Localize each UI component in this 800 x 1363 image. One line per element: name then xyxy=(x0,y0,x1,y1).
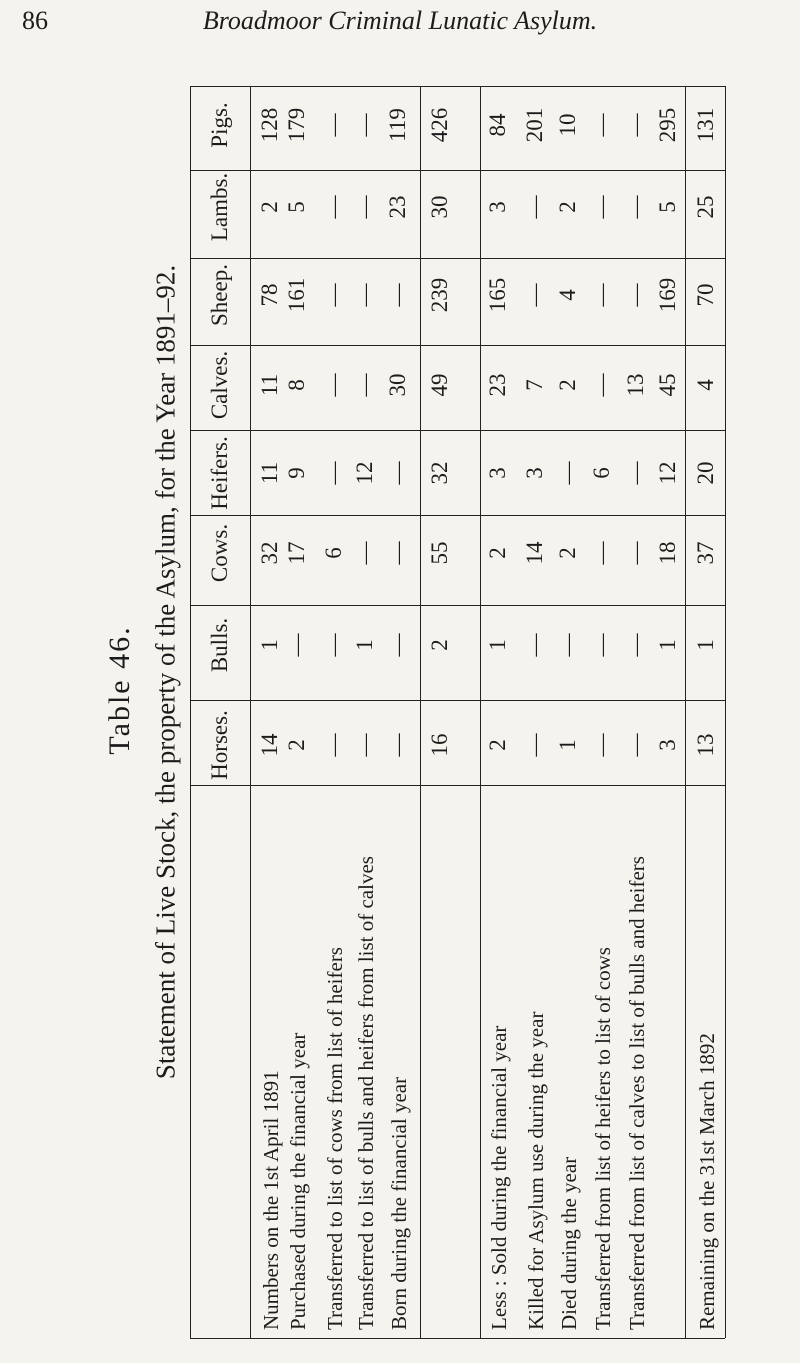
table-cell: — xyxy=(623,113,648,137)
table-cell: — xyxy=(321,733,346,757)
table-cell: — xyxy=(589,113,614,137)
table-cell: — xyxy=(623,195,648,219)
table-cell: 1 xyxy=(485,639,510,651)
page-number: 86 xyxy=(22,6,48,35)
table-rule-vertical xyxy=(725,86,726,1338)
table-cell: — xyxy=(352,733,377,757)
table-cell: 2 xyxy=(427,639,452,651)
table-rule-horizontal xyxy=(190,430,725,431)
table-cell: 45 xyxy=(655,373,680,397)
table-cell: 119 xyxy=(385,108,410,142)
table-rule-horizontal xyxy=(190,605,725,606)
table-cell: 14 xyxy=(522,541,547,565)
table-cell: — xyxy=(589,541,614,565)
row-label: Numbers on the 1st April 1891 xyxy=(259,1070,283,1330)
table-cell: — xyxy=(623,283,648,307)
row-label: Transferred from list of calves to list of bulls and heifers xyxy=(625,856,649,1330)
table-cell: 11 xyxy=(257,461,282,485)
table-cell: — xyxy=(522,283,547,307)
table-cell: 16 xyxy=(427,733,452,757)
table-caption: Statement of Live Stock, the property of the Asylum, for the Year 1891–92. xyxy=(150,264,181,1080)
table-cell: 1 xyxy=(655,639,680,651)
table-cell: 55 xyxy=(427,541,452,565)
running-title: Broadmoor Criminal Lunatic Asylum. xyxy=(202,6,598,35)
row-label: Purchased during the financial year xyxy=(286,1032,310,1330)
table-cell: 1 xyxy=(555,739,580,751)
table-cell: 30 xyxy=(385,373,410,397)
table-label: Table 46. xyxy=(103,625,136,755)
column-header: Cows. xyxy=(207,523,232,583)
table-cell: — xyxy=(321,633,346,657)
table-cell: 131 xyxy=(693,107,718,143)
table-cell: 2 xyxy=(257,201,282,213)
table-cell: 23 xyxy=(385,195,410,219)
table-cell: — xyxy=(385,633,410,657)
table-cell: 3 xyxy=(485,467,510,479)
table-cell: 78 xyxy=(257,283,282,307)
row-label: Remaining on the 31st March 1892 xyxy=(695,1033,719,1330)
table-cell: 30 xyxy=(427,195,452,219)
table-cell: — xyxy=(284,633,309,657)
column-header: Sheep. xyxy=(207,264,232,326)
table-rule-horizontal xyxy=(190,700,725,701)
table-cell: 1 xyxy=(352,639,377,651)
table-cell: — xyxy=(352,113,377,137)
row-label: Transferred from list of heifers to list of cows xyxy=(591,947,615,1330)
table-cell: 2 xyxy=(485,547,510,559)
table-cell: — xyxy=(352,195,377,219)
table-cell: 4 xyxy=(693,379,718,391)
table-cell: 32 xyxy=(427,461,452,485)
table-rule-horizontal xyxy=(190,345,725,346)
row-label: Transferred to list of bulls and heifers from list of calves xyxy=(354,856,378,1330)
table-cell: 12 xyxy=(655,461,680,485)
table-rule-vertical xyxy=(480,86,481,1338)
table-rule-horizontal xyxy=(190,170,725,171)
table-cell: — xyxy=(522,195,547,219)
table-cell: 20 xyxy=(693,461,718,485)
table-cell: — xyxy=(352,541,377,565)
table-cell: 165 xyxy=(485,277,510,313)
table-cell: 161 xyxy=(284,277,309,313)
table-cell: 7 xyxy=(522,379,547,391)
table-cell: 6 xyxy=(589,467,614,479)
table-cell: 3 xyxy=(655,739,680,751)
row-label: Transferred to list of cows from list of heifers xyxy=(323,947,347,1330)
table-cell: 4 xyxy=(555,289,580,301)
table-rule-vertical xyxy=(250,86,251,1338)
column-header: Pigs. xyxy=(207,102,232,148)
table-cell: — xyxy=(623,633,648,657)
table-cell: 10 xyxy=(555,113,580,137)
table-rule-vertical xyxy=(685,86,686,1338)
table-rule-vertical xyxy=(420,86,421,1338)
table-cell: 128 xyxy=(257,107,282,143)
table-cell: — xyxy=(522,633,547,657)
column-header: Lambs. xyxy=(207,172,232,242)
table-cell: 14 xyxy=(257,733,282,757)
row-label: Died during the year xyxy=(557,1156,581,1330)
table-cell: 426 xyxy=(427,107,452,143)
table-rule-horizontal xyxy=(190,258,725,259)
table-cell: — xyxy=(352,373,377,397)
table-rule-horizontal xyxy=(190,86,725,87)
table-cell: — xyxy=(555,461,580,485)
table-cell: 12 xyxy=(352,461,377,485)
table-cell: — xyxy=(385,733,410,757)
table-cell: 2 xyxy=(555,547,580,559)
table-cell: 23 xyxy=(485,373,510,397)
table-cell: 6 xyxy=(321,547,346,559)
column-header: Heifers. xyxy=(207,436,232,510)
table-cell: 70 xyxy=(693,283,718,307)
table-rule-vertical xyxy=(190,86,191,1338)
table-cell: — xyxy=(352,283,377,307)
table-cell: — xyxy=(589,633,614,657)
table-cell: 2 xyxy=(485,739,510,751)
table-cell: — xyxy=(385,541,410,565)
table-cell: — xyxy=(321,373,346,397)
table-cell: — xyxy=(623,541,648,565)
table-rule-horizontal xyxy=(190,1338,725,1339)
table-cell: 2 xyxy=(555,201,580,213)
table-cell: 17 xyxy=(284,541,309,565)
table-rule-horizontal xyxy=(190,785,725,786)
column-header: Horses. xyxy=(207,710,232,780)
table-cell: 295 xyxy=(655,107,680,143)
table-cell: 2 xyxy=(284,739,309,751)
table-cell: — xyxy=(589,373,614,397)
table-cell: 179 xyxy=(284,107,309,143)
table-cell: — xyxy=(321,283,346,307)
table-cell: 2 xyxy=(555,379,580,391)
table-cell: 5 xyxy=(284,201,309,213)
table-cell: 3 xyxy=(522,467,547,479)
table-cell: 1 xyxy=(257,639,282,651)
table-cell: — xyxy=(385,283,410,307)
table-cell: 32 xyxy=(257,541,282,565)
table-cell: 5 xyxy=(655,201,680,213)
table-cell: — xyxy=(589,733,614,757)
table-cell: 1 xyxy=(693,639,718,651)
table-cell: — xyxy=(589,195,614,219)
table-cell: — xyxy=(522,733,547,757)
table-cell: 239 xyxy=(427,277,452,313)
table-cell: — xyxy=(321,461,346,485)
table-cell: 169 xyxy=(655,277,680,313)
table-cell: 18 xyxy=(655,541,680,565)
table-cell: — xyxy=(589,283,614,307)
table-cell: 37 xyxy=(693,541,718,565)
table-cell: 9 xyxy=(284,467,309,479)
table-cell: 84 xyxy=(485,113,510,137)
table-cell: 8 xyxy=(284,379,309,391)
row-label: Less : Sold during the financial year xyxy=(487,1025,511,1330)
table-rule-horizontal xyxy=(190,515,725,516)
table-cell: 13 xyxy=(623,373,648,397)
table-cell: 3 xyxy=(485,201,510,213)
row-label: Born during the financial year xyxy=(387,1076,411,1330)
table-cell: 201 xyxy=(522,107,547,143)
table-cell: — xyxy=(385,461,410,485)
table-cell: — xyxy=(321,195,346,219)
table-cell: — xyxy=(623,733,648,757)
table-cell: — xyxy=(321,113,346,137)
table-cell: — xyxy=(623,461,648,485)
table-cell: — xyxy=(555,633,580,657)
row-label: Killed for Asylum use during the year xyxy=(524,1011,548,1330)
table-cell: 13 xyxy=(693,733,718,757)
column-header: Calves. xyxy=(207,350,232,420)
table-cell: 11 xyxy=(257,373,282,397)
table-cell: 25 xyxy=(693,195,718,219)
table-cell: 49 xyxy=(427,373,452,397)
column-header: Bulls. xyxy=(207,617,232,673)
